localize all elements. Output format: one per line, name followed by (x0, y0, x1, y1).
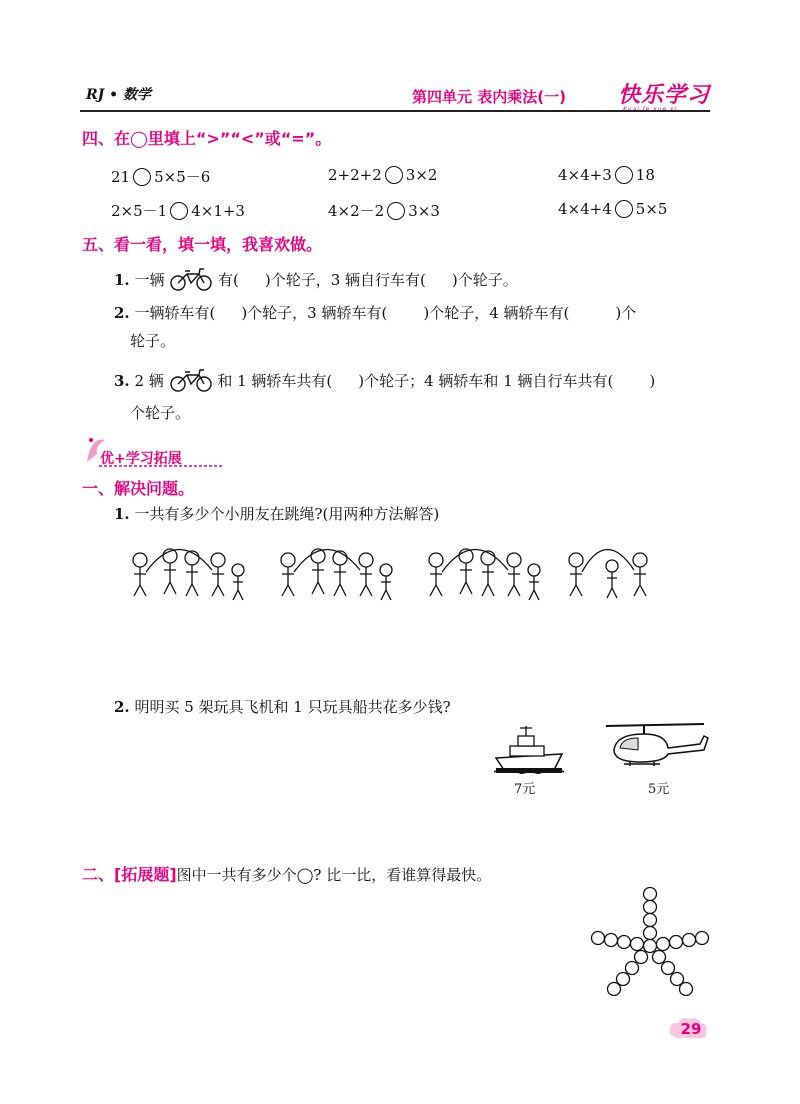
question-3: 3. 2 辆 和 1 辆轿车共有( )个轮子；4 辆轿车和 1 辆自行车共有( ) (114, 367, 655, 393)
toy-plane-icon (604, 720, 712, 770)
compare-item: 4×2－2 3×3 (328, 202, 440, 220)
plane-price: 5元 (648, 782, 670, 797)
part1-title: 一、解决问题。 (82, 479, 195, 498)
answer-circle[interactable] (385, 166, 403, 184)
jump-rope-group (429, 549, 540, 600)
jump-rope-group (569, 549, 647, 598)
circle-shape (653, 951, 666, 964)
header-unit-title: 第四单元 表内乘法(一) (412, 88, 566, 106)
answer-circle[interactable] (170, 202, 188, 220)
compare-item: 4×4+4 5×5 (558, 200, 668, 218)
jump-rope-illustration (128, 530, 668, 604)
bicycle-icon (169, 266, 213, 292)
problem-2: 2. 明明买 5 架玩具飞机和 1 只玩具船共花多少钱? (114, 698, 451, 716)
header-subject: RJ • 数学 (86, 87, 151, 103)
circle-shape (605, 934, 618, 947)
question-3-cont: 个轮子。 (130, 404, 191, 422)
toy-ship-icon (494, 724, 564, 774)
circle-shape (644, 914, 657, 927)
compare-item: 2+2+2 3×2 (328, 166, 438, 184)
circle-shape (683, 934, 696, 947)
problem-1: 1. 一共有多少个小朋友在跳绳?(用两种方法解答) (114, 505, 440, 523)
ship-price: 7元 (514, 782, 536, 797)
circle-shape (696, 932, 709, 945)
circle-shape (618, 936, 631, 949)
jump-rope-group (133, 549, 244, 600)
answer-circle[interactable] (615, 200, 633, 218)
question-1: 1. 一辆 有( )个轮子，3 辆自行车有( )个轮子。 (114, 266, 518, 292)
part2-title: 二、[拓展题]图中一共有多少个◯? 比一比，看谁算得最快。 (82, 865, 492, 884)
question-2-cont: 轮子。 (130, 332, 176, 350)
circle-shape (608, 983, 621, 996)
section4-title: 四、在◯里填上“>”“<”或“=”。 (82, 129, 332, 148)
circle-shape (626, 962, 639, 975)
question-2: 2. 一辆轿车有( )个轮子，3 辆轿车有( )个轮子，4 辆轿车有( )个 (114, 304, 637, 322)
answer-circle[interactable] (133, 168, 151, 186)
circle-shape (662, 962, 675, 975)
circle-shape (631, 938, 644, 951)
page-number: 29 (680, 1020, 702, 1038)
circle-shape (670, 936, 683, 949)
answer-circle[interactable] (615, 166, 633, 184)
compare-item: 2×5－1 4×1+3 (111, 202, 245, 220)
circle-shape (644, 927, 657, 940)
compare-item: 21 5×5－6 (111, 168, 211, 186)
circle-shape (592, 932, 605, 945)
brand-logo: 快乐学习 (618, 83, 711, 108)
answer-circle[interactable] (387, 202, 405, 220)
circle-shape (657, 938, 670, 951)
circle-shape (680, 983, 693, 996)
circle-shape (644, 901, 657, 914)
header-rule (80, 110, 710, 112)
compare-item: 4×4+3 18 (558, 166, 655, 184)
circle-shape (635, 951, 648, 964)
circle-shape (644, 940, 657, 953)
extension-badge-label: 优+学习拓展 (100, 451, 182, 467)
jump-rope-group (281, 549, 392, 600)
section5-title: 五、看一看，填一填，我喜欢做。 (82, 235, 323, 254)
bicycle-icon (169, 367, 213, 393)
circle-star-diagram (586, 886, 714, 996)
circle-shape (644, 888, 657, 901)
